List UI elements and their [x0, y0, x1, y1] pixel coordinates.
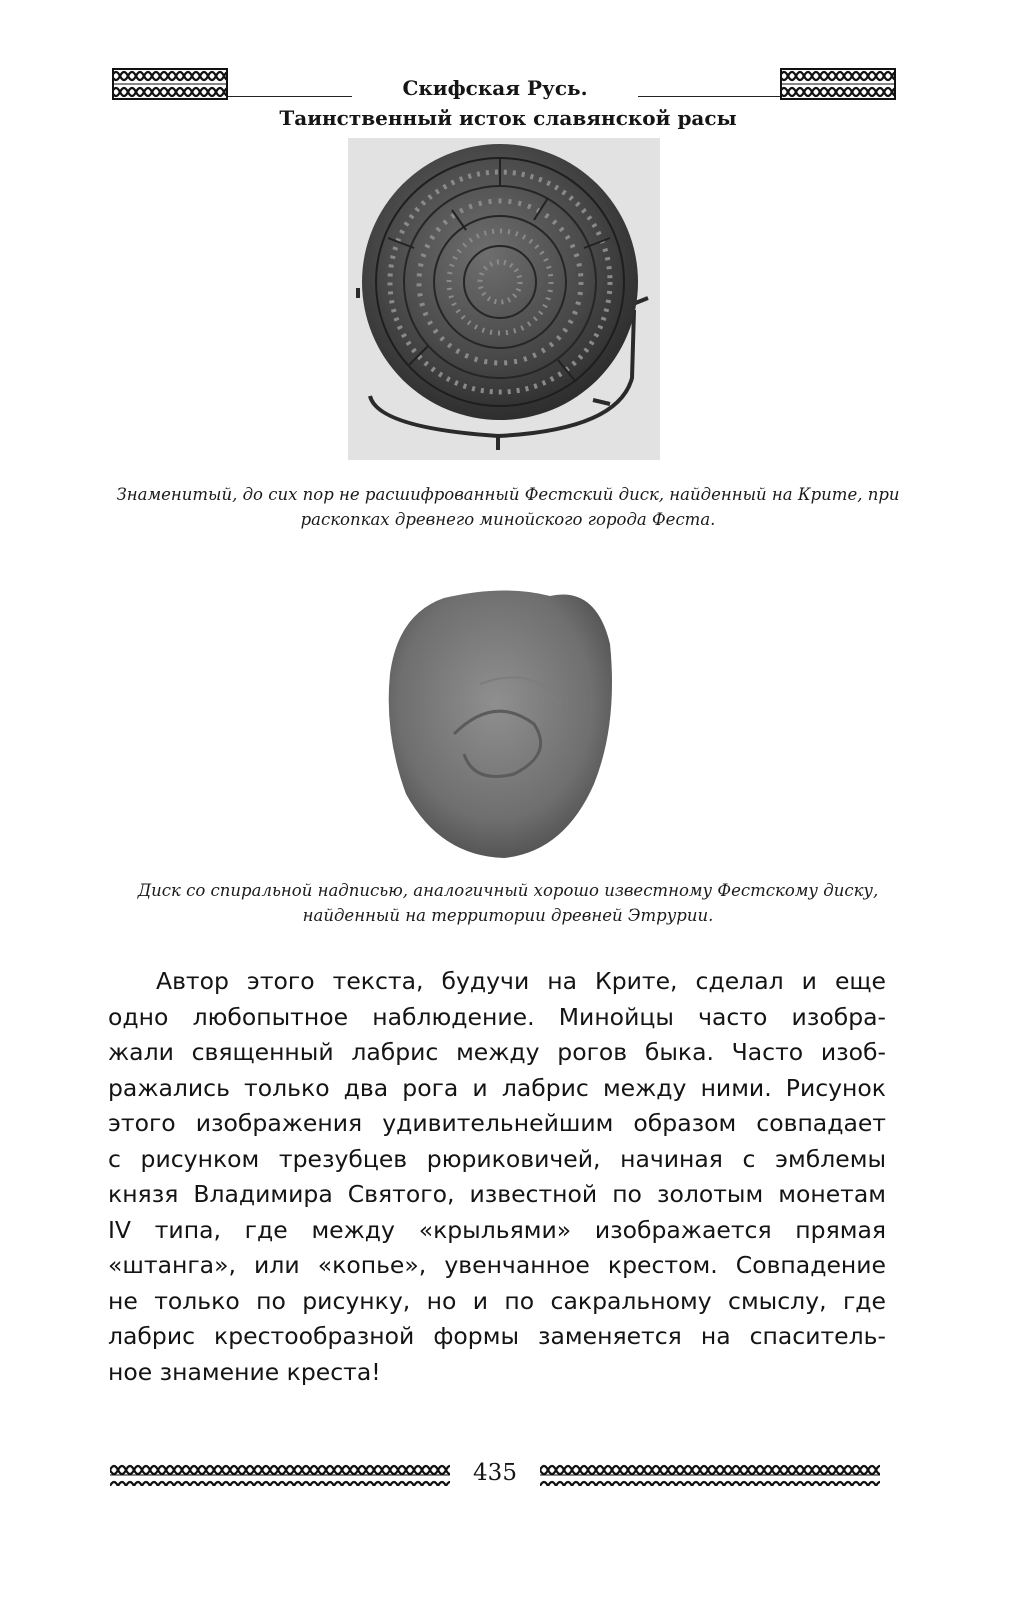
header-rule-right — [638, 96, 780, 97]
body-line: жали священный лабрис между рогов быка. Часто изоб- — [108, 1038, 886, 1066]
etruscan-disc-photo — [384, 584, 616, 860]
header-ornament-right — [780, 68, 896, 100]
page-number: 435 — [473, 1460, 517, 1486]
footer-ornament-right — [540, 1462, 880, 1488]
body-line: ражались только два рога и лабрис между ними. Рисунок — [108, 1073, 886, 1102]
body-line: с рисунком трезубцев рюриковичей, начиная с эмблемы — [108, 1144, 886, 1173]
body-line: одно любопытное наблюдение. Минойцы часто изобра- — [108, 1002, 886, 1031]
phaistos-disc-photo — [348, 138, 660, 460]
body-line: лабрис крестообразной формы заменяется на спаситель- — [108, 1322, 886, 1350]
figure-1-caption: Знаменитый, до сих пор не расшифрованный Фестский диск, найденный на Крите, при раскопках древнего минойского города Феста. — [116, 485, 900, 529]
body-line: не только по рисунку, но и по сакральному смыслу, где — [108, 1286, 886, 1315]
body-line: Автор этого текста, будучи на Крите, сделал и еще — [156, 967, 886, 995]
body-line: этого изображения удивительнейшим образом совпадает — [108, 1109, 886, 1137]
running-header-subtitle: Таинственный исток славянской расы — [279, 106, 737, 130]
header-rule-left — [228, 96, 352, 97]
figure-2-caption: Диск со спиральной надписью, аналогичный хорошо известному Фестскому диску, найденный на территории древней Этрурии. — [137, 881, 879, 925]
footer-ornament-left — [110, 1462, 450, 1488]
body-line: «штанга», или «копье», увенчанное крестом. Совпадение — [108, 1251, 886, 1279]
body-line: ное знамение креста! — [108, 1357, 381, 1386]
body-line: князя Владимира Святого, известной по золотым монетам — [108, 1180, 886, 1208]
body-paragraph — [108, 964, 886, 1390]
running-header-title: Скифская Русь. — [402, 76, 588, 100]
header-ornament-left — [112, 68, 228, 100]
body-line: IV типа, где между «крыльями» изображается прямая — [108, 1215, 886, 1244]
